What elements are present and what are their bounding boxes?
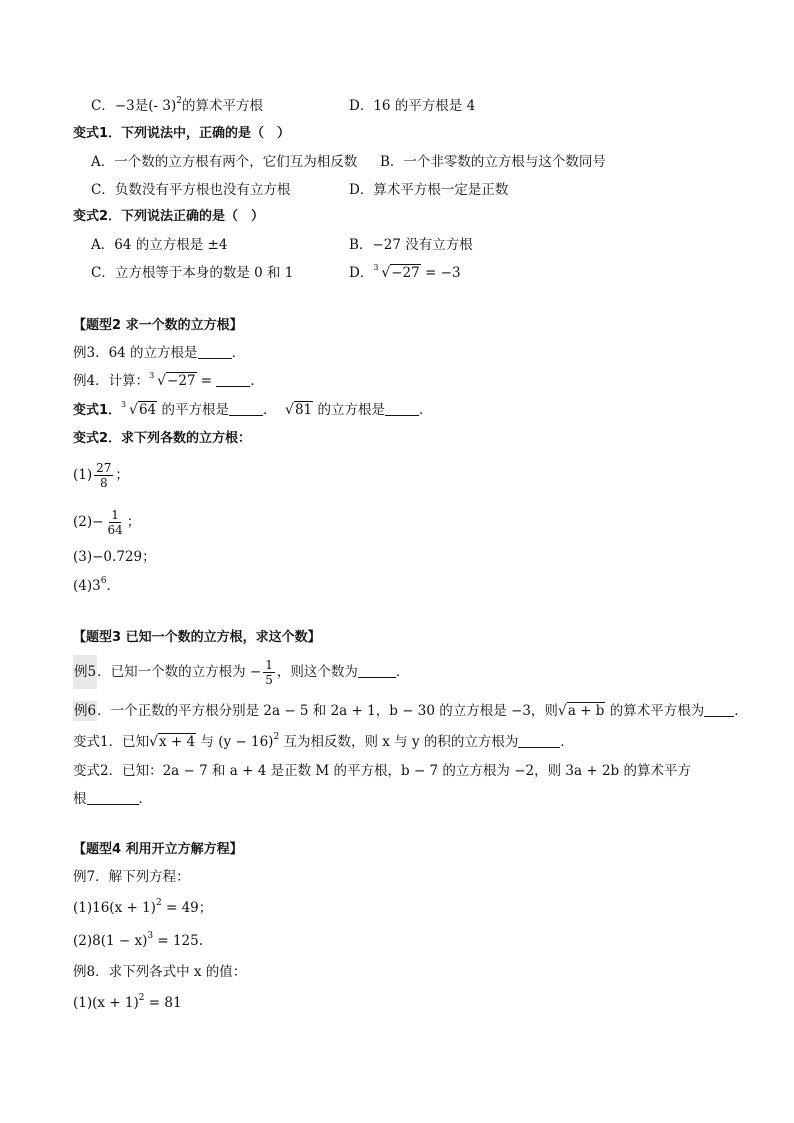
variant2-option-b: B．−27 没有立方根 [349,237,473,253]
answer-blank[interactable] [704,703,734,717]
problem-4: $(4)3^6$． [73,576,120,594]
variant2-option-c: C．立方根等于本身的数是 0 和 1 [91,265,294,281]
example-3: 例3．64 的立方根是 ． [73,345,246,361]
answer-blank[interactable] [358,664,396,678]
variant-1-type3: 变式1．已知√x + 4 与 $(y - 16)^2$ 互为相反数，则 x 与 y 的积的立方根为 ． [73,732,574,750]
cube-root: 3 √−27 [373,263,420,281]
example-6: 例6．一个正数的平方根分别是 2a − 5 和 2a + 1，b − 30 的立方根是 −3，则√a + b 的算术平方根为 ． [74,703,748,719]
variant2-title: 变式2．下列说法正确的是（ ） [73,209,265,224]
answer-blank[interactable] [87,791,139,805]
problem-3: (3)−0.729； [73,549,156,565]
variant2-option-a: A．64 的立方根是 ±4 [91,237,228,253]
variant2-option-d: D． 3 √−27 = −3 [349,263,461,281]
example-8: 例8．求下列各式中 x 的值： [73,964,247,980]
section-header-type4: 【题型4 利用开立方解方程】 [73,842,243,857]
answer-blank[interactable] [518,734,560,748]
variant1-option-d: D．算术平方根一定是正数 [349,182,509,198]
variant1-option-a: A．一个数的立方根有两个，它们互为相反数 [91,154,358,170]
answer-blank[interactable] [216,373,250,387]
equation-3: $(1)(x + 1)^2 = 81$ [73,993,182,1011]
example-7: 例7．解下列方程： [73,869,190,885]
variant-1-type2: 变式1． 3 √64 的平方根是 ． √81 的立方根是 ． [73,400,433,418]
square-root: √81 [285,402,313,418]
answer-blank[interactable] [385,402,419,416]
section-header-type2: 【题型2 求一个数的立方根】 [73,318,243,333]
variant1-option-c: C．负数没有平方根也没有立方根 [91,182,291,198]
answer-blank[interactable] [198,345,232,359]
example-4: 例4．计算： 3 √−27 = ． [73,371,264,389]
equation-1: $(1)16(x + 1)^2 = 49$； [73,898,213,916]
variant1-title: 变式1．下列说法中，正确的是（ ） [73,126,291,141]
answer-blank[interactable] [229,402,263,416]
option-c-line: C．−3是(- 3)$^2$的算术平方根 [91,96,263,114]
cube-root: 3 √64 [121,400,157,418]
option-d-line: D．16 的平方根是 4 [349,98,476,114]
variant2-title-type2: 变式2．求下列各数的立方根： [73,431,252,446]
problem-2: (2)− $\frac{1}{64}$ ； [73,508,141,537]
cube-root: 3 √−27 [149,371,196,389]
variant-2-type3-line2: 根 ． [73,791,152,807]
problem-1: (1) $\frac{27}{8}$ ； [73,461,129,490]
square-root: √x + 4 [149,734,196,750]
section-header-type3: 【题型3 已知一个数的立方根，求这个数】 [73,630,321,645]
square-root: √a + b [557,703,605,719]
variant-2-type3-line1: 变式2．已知：2a − 7 和 a + 4 是正数 M 的平方根，b − 7 的立方根为 −2，则 3a + 2b 的算术平方 [73,763,691,779]
variant1-option-b: B．一个非零数的立方根与这个数同号 [380,154,606,170]
equation-2: $(2)8(1 - x)^3 = 125$. [73,931,204,949]
example-5: 例5．已知一个数的立方根为 − $\frac{1}{5}$ ，则这个数为 ． [73,655,409,689]
